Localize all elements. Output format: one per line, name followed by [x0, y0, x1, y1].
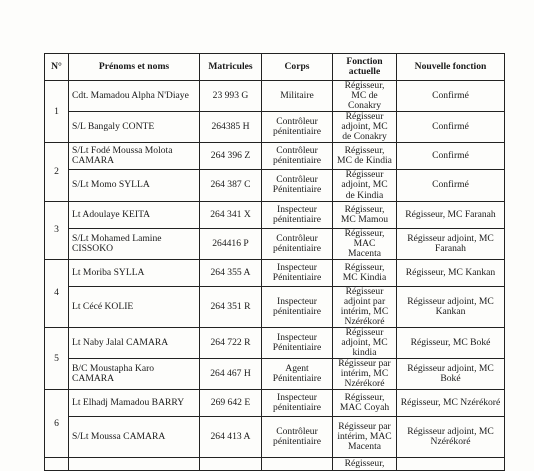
header-number: N°: [45, 54, 69, 81]
group-number: 1: [45, 81, 69, 143]
header-matricule: Matricules: [200, 54, 262, 81]
new-function: Régisseur adjoint, MC Faranah: [397, 228, 505, 259]
current-function: Régisseur, MAC Coyah: [333, 390, 397, 417]
new-function: Régisseur adjoint, MC Nzérékoré: [397, 417, 505, 458]
current-function: Régisseur, MC Kindia: [333, 259, 397, 286]
table-row: [45, 359, 505, 390]
matricule: 264 355 A: [200, 259, 262, 286]
person-name: S/Lt Moussa CAMARA: [69, 417, 200, 458]
current-function: Régisseur adjoint, MC de Kindia: [333, 170, 397, 201]
matricule: 269 642 E: [200, 390, 262, 417]
table-row: [45, 286, 505, 327]
matricule: [200, 458, 262, 471]
current-function: Régisseur par intérim, MAC Macenta: [333, 417, 397, 458]
corps: Inspecteur pénitentiaire: [262, 390, 333, 417]
current-function: Régisseur par intérim, MC Nzérékoré: [333, 359, 397, 390]
current-function: Régisseur adjoint, MC kindia: [333, 328, 397, 359]
current-function: Régisseur, MAC Macenta: [333, 228, 397, 259]
person-name: Lt Moriba SYLLA: [69, 259, 200, 286]
table-row: [45, 143, 505, 170]
person-name: Lt Elhadj Mamadou BARRY: [69, 390, 200, 417]
new-function: Régisseur, MC Kankan: [397, 259, 505, 286]
person-name: S/L Bangaly CONTE: [69, 112, 200, 143]
current-function: Régisseur, MC de Conakry: [333, 81, 397, 112]
corps: Inspecteur Pénitentiaire: [262, 328, 333, 359]
corps: Contrôleur pénitentiaire: [262, 228, 333, 259]
person-name: S/Lt Fodé Moussa Molota CAMARA: [69, 143, 200, 170]
person-name: [69, 458, 200, 471]
person-name: S/Lt Momo SYLLA: [69, 170, 200, 201]
corps: Contrôleur pénitentiaire: [262, 417, 333, 458]
matricule: 264 722 R: [200, 328, 262, 359]
group-number: 3: [45, 201, 69, 259]
table-row: [45, 170, 505, 201]
corps: Militaire: [262, 81, 333, 112]
header-name: Prénoms et noms: [69, 54, 200, 81]
corps: Inspecteur pénitentiaire: [262, 201, 333, 228]
current-function: Régisseur adjoint par intérim, MC Nzérékoré: [333, 286, 397, 327]
table-row: [45, 259, 505, 286]
table-row: [45, 390, 505, 417]
group-number: 6: [45, 390, 69, 458]
new-function: Confirmé: [397, 170, 505, 201]
person-name: Lt Adoulaye KEITA: [69, 201, 200, 228]
current-function: Régisseur adjoint, MC de Conakry: [333, 112, 397, 143]
new-function: Confirmé: [397, 112, 505, 143]
current-function: Régisseur, MC de Kindia: [333, 143, 397, 170]
table-row: [45, 228, 505, 259]
person-name: Cdt. Mamadou Alpha N'Diaye: [69, 81, 200, 112]
corps: Contrôleur Pénitentiaire: [262, 170, 333, 201]
group-number: 4: [45, 259, 69, 327]
matricule: 264 387 C: [200, 170, 262, 201]
matricule: 264 341 X: [200, 201, 262, 228]
appointments-table: [44, 53, 505, 471]
current-function: Régisseur, MC Mamou: [333, 201, 397, 228]
new-function: Confirmé: [397, 143, 505, 170]
person-name: Lt Cécé KOLIE: [69, 286, 200, 327]
corps: Contrôleur pénitentiaire: [262, 143, 333, 170]
new-function: Régisseur, MC Nzérékoré: [397, 390, 505, 417]
person-name: B/C Moustapha Karo CAMARA: [69, 359, 200, 390]
table-row-partial: [45, 458, 505, 471]
table-row: [45, 201, 505, 228]
current-function: Régisseur,: [333, 458, 397, 471]
table-row: [45, 417, 505, 458]
table-row: [45, 112, 505, 143]
table-header-row: [45, 54, 505, 81]
matricule: 264 413 A: [200, 417, 262, 458]
new-function: Confirmé: [397, 81, 505, 112]
new-function: Régisseur, MC Boké: [397, 328, 505, 359]
matricule: 264416 P: [200, 228, 262, 259]
matricule: 23 993 G: [200, 81, 262, 112]
new-function: Régisseur adjoint, MC Kankan: [397, 286, 505, 327]
matricule: 264 396 Z: [200, 143, 262, 170]
matricule: 264385 H: [200, 112, 262, 143]
new-function: Régisseur adjoint, MC Boké: [397, 359, 505, 390]
corps: Agent Pénitentiaire: [262, 359, 333, 390]
new-function: [397, 458, 505, 471]
group-number: 5: [45, 328, 69, 390]
matricule: 264 467 H: [200, 359, 262, 390]
matricule: 264 351 R: [200, 286, 262, 327]
corps: Inspecteur Pénitentiaire: [262, 259, 333, 286]
header-new-function: Nouvelle fonction: [397, 54, 505, 81]
corps: Contrôleur pénitentiaire: [262, 112, 333, 143]
group-number: 2: [45, 143, 69, 201]
corps: Inspecteur pénitentiaire: [262, 286, 333, 327]
header-corps: Corps: [262, 54, 333, 81]
person-name: S/Lt Mohamed Lamine CISSOKO: [69, 228, 200, 259]
table-row: [45, 81, 505, 112]
table-row: [45, 328, 505, 359]
header-current-function: Fonction actuelle: [333, 54, 397, 81]
person-name: Lt Naby Jalal CAMARA: [69, 328, 200, 359]
new-function: Régisseur, MC Faranah: [397, 201, 505, 228]
corps: [262, 458, 333, 471]
group-number: [45, 458, 69, 471]
